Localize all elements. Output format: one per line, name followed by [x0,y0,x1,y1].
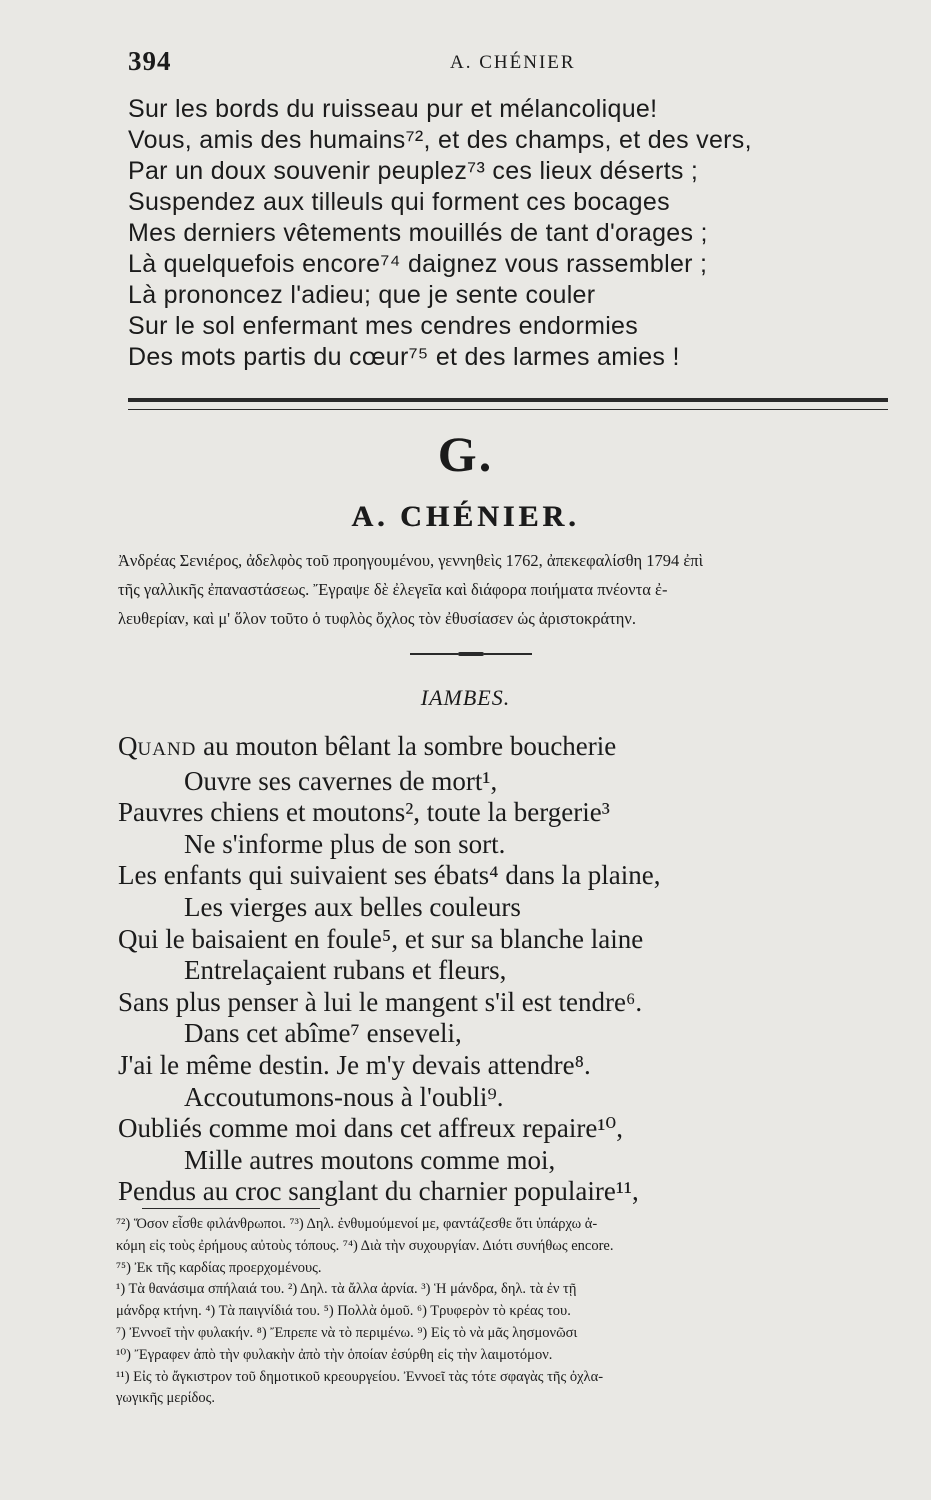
verse-line: Pendus au croc sanglant du charnier populaire¹¹, [118,1176,639,1207]
footnote-line: ⁷⁵) Ἐκ τῆς καρδίας προερχομένους. [116,1259,322,1276]
bio-line: λευθερίαν, καὶ μ' ὅλον τοῦτο ὁ τυφλὸς ὄχλος τὸν ἐθυσίασεν ὡς ἀριστοκράτην. [118,609,637,628]
verse-line: Vous, amis des humains⁷², et des champs, et des vers, [128,126,752,154]
verse-line: Les enfants qui suivaient ses ébats⁴ dans la plaine, [118,860,661,891]
poem-continuation [128,94,888,373]
footnote-line: ¹¹) Εἰς τὸ ἄγκιστρον τοῦ δημοτικοῦ κρεουργείου. Ἐννοεῖ τὰς τότε σφαγὰς τῆς ὀχλα- [116,1368,604,1385]
verse-line-first [118,731,898,766]
page-header [128,46,883,82]
verse-line: Suspendez aux tilleuls qui forment ces bocages [128,188,670,216]
poem-iambes [118,731,898,1208]
verse-line: Dans cet abîme⁷ enseveli, [184,1018,462,1049]
verse-line: Qui le baisaient en foule⁵, et sur sa blanche laine [118,923,644,954]
author-heading: A. CHÉNIER. [351,500,580,533]
verse-line: Les vierges aux belles couleurs [184,891,521,922]
verse-line: Des mots partis du cœur⁷⁵ et des larmes amies ! [128,343,680,371]
section-letter: G. [437,426,494,482]
verse-line: Là prononcez l'adieu; que je sente couler [128,281,596,309]
verse-line: J'ai le même destin. Je m'y devais attendre⁸. [118,1049,591,1080]
bio-line: τῆς γαλλικῆς ἐπαναστάσεως. Ἔγραψε δὲ ἐλεγεῖα καὶ διάφορα ποιήματα πνέοντα ἐ- [118,580,668,599]
verse-line: Oubliés comme moi dans cet affreux repaire¹⁰, [118,1113,623,1144]
verse-line: Ouvre ses cavernes de mort¹, [184,765,498,796]
author-biography [118,546,883,633]
footnote-line: γωγικῆς μερίδος. [116,1390,215,1407]
ornamental-rule [410,652,532,656]
verse-line: Sans plus penser à lui le mangent s'il est tendre⁶. [118,986,643,1017]
verse-line: Accoutumons-nous à l'oubli⁹. [184,1081,504,1112]
verse-line: Là quelquefois encore⁷⁴ daignez vous rassembler ; [128,250,708,278]
poem-title: IAMBES. [420,685,511,710]
verse-line: Ne s'informe plus de son sort. [184,828,506,859]
first-line-rest: au mouton bêlant la sombre boucherie [196,731,617,761]
footnote-line: ⁷²) Ὅσον εἶσθε φιλάνθρωποι. ⁷³) Δηλ. ἐνθυμούμενοί με, φαντάζεσθε ὅτι ὑπάρχω ἀ- [116,1216,598,1232]
verse-line: Sur les bords du ruisseau pur et mélancolique! [128,95,658,123]
small-caps-word: UAND [137,739,197,760]
verse-line: Entrelaçaient rubans et fleurs, [184,955,507,986]
running-head: A. CHÉNIER [450,52,576,73]
footnote-line: ¹⁰) Ἔγραφεν ἀπὸ τὴν φυλακὴν ἀπὸ τὴν ὁποίαν ἐσύρθη εἰς τὴν λαιμοτόμον. [116,1346,553,1363]
footnote-line: κόμη εἰς τοὺς ἐρήμους αὐτοὺς τόπους. ⁷⁴) Διὰ τὴν συχουργίαν. Διότι συνήθως encore. [116,1237,614,1254]
verse-line: Par un doux souvenir peuplez⁷³ ces lieux déserts ; [128,157,699,185]
footnote-line: ⁷) Ἐννοεῖ τὴν φυλακήν. ⁸) Ἔπρεπε νὰ τὸ περιμένω. ⁹) Εἰς τὸ νὰ μᾶς λησμονῶσι [116,1324,578,1341]
footnote-line: μάνδρᾳ κτήνη. ⁴) Τὰ παιγνίδιά του. ⁵) Πολλὰ ὁμοῦ. ⁶) Τρυφερὸν τὸ κρέας του. [116,1303,571,1320]
page-number: 394 [128,46,172,76]
verse-line: Mes derniers vêtements mouillés de tant d'orages ; [128,219,708,247]
initial-capital: Q [118,731,138,761]
footnotes [116,1214,886,1410]
section-divider [128,398,888,410]
verse-line: Sur le sol enfermant mes cendres endormies [128,312,639,340]
bio-line: Ἀνδρέας Σενιέρος, ἀδελφὸς τοῦ προηγουμένου, γεννηθεὶς 1762, ἀπεκεφαλίσθη 1794 ἐπὶ [118,551,704,570]
verse-line: Pauvres chiens et moutons², toute la bergerie³ [118,797,610,828]
footnote-rule [142,1208,320,1209]
verse-line: Mille autres moutons comme moi, [184,1144,556,1175]
footnote-line: ¹) Τὰ θανάσιμα σπήλαιά του. ²) Δηλ. τὰ ἄλλα ἀρνία. ³) Ἡ μάνδρα, δηλ. τὰ ἐν τῇ [116,1281,577,1298]
